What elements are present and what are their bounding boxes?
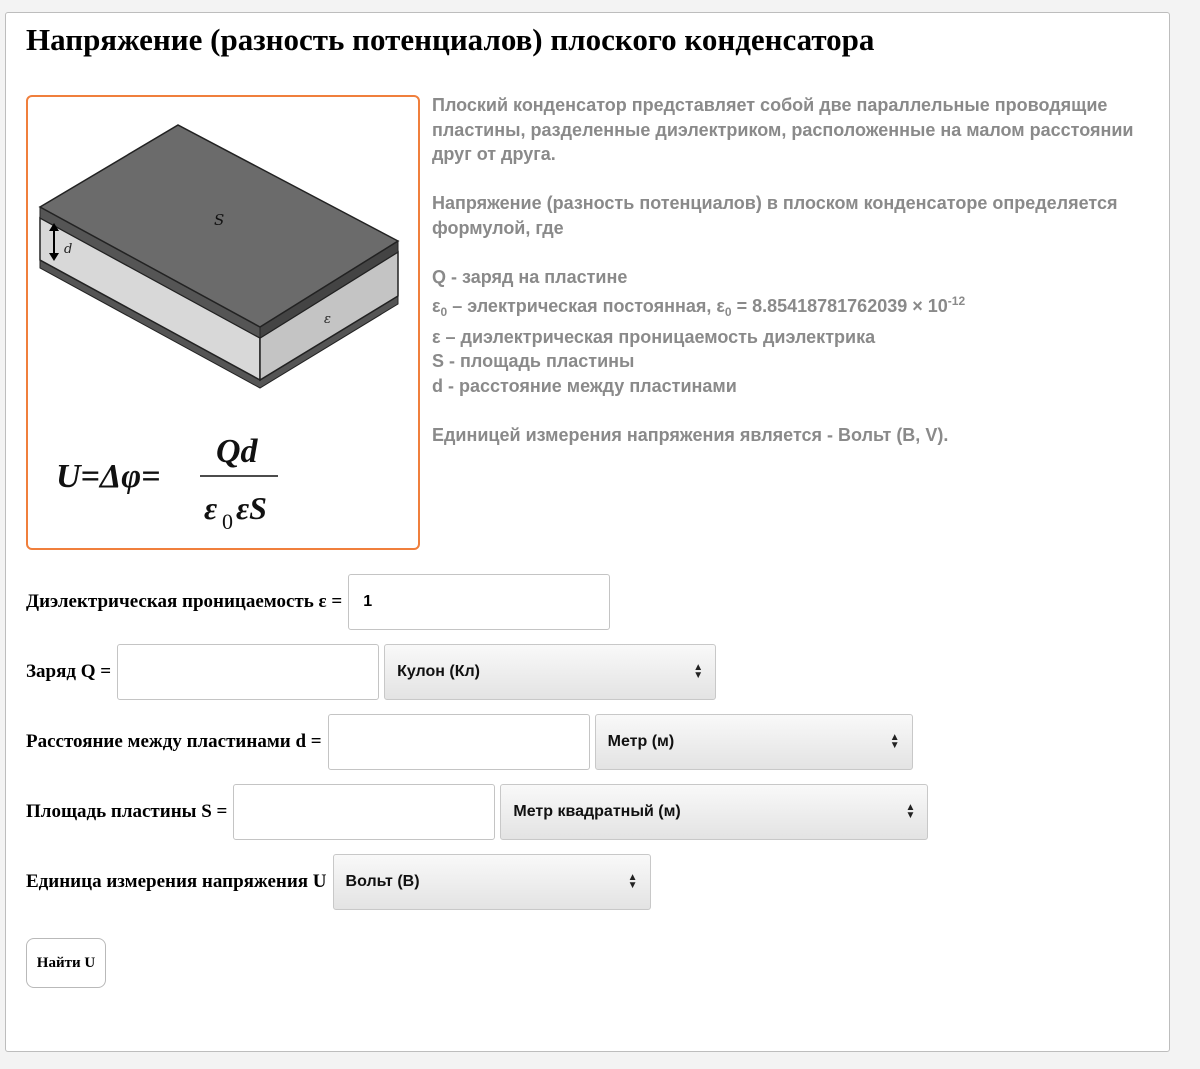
desc-paragraph-1: Плоский конденсатор представляет собой две параллельные проводящие пластины, разделенные диэлектриком, расположенные на малом расстоянии друг от друга. (432, 95, 1134, 164)
charge-unit-value: Кулон (Кл) (397, 663, 480, 680)
charge-unit-select[interactable] (384, 644, 716, 700)
select-arrows-icon: ▲ ▼ (905, 802, 916, 821)
formula-lhs: U=Δφ= (56, 458, 161, 495)
desc-eps0-line: $\varepsilon_0$ – электрическая постоянная, $\varepsilon_0 = 8.85418781762039 \times 10^{-12}$ (432, 294, 966, 319)
formula-den-eps: ε (204, 490, 218, 526)
eps-input[interactable] (348, 574, 610, 630)
voltage-unit-select[interactable] (333, 854, 651, 910)
area-unit-value: Метр квадратный (м) (513, 803, 681, 820)
desc-paragraph-2: Напряжение (разность потенциалов) в плоском конденсаторе определяется формулой, где (432, 193, 1118, 238)
select-arrows-icon: ▲ ▼ (693, 662, 704, 681)
desc-units-line: Единицей измерения напряжения является - Вольт (В, V). (432, 424, 949, 445)
area-unit-select[interactable] (500, 784, 928, 840)
d-label: d (64, 242, 73, 257)
desc-d-line: d - расстояние между пластинами (432, 375, 737, 396)
s-label: S (214, 211, 225, 229)
desc-s-line: S - площадь пластины (432, 351, 635, 371)
charge-label-text: Заряд Q = (26, 661, 112, 682)
select-arrows-icon: ▲ ▼ (889, 732, 900, 751)
voltage-unit-value: Вольт (В) (345, 873, 420, 890)
eps-label: ε (324, 312, 331, 327)
find-u-button[interactable]: Найти U (26, 938, 106, 988)
formula-den-sub: 0 (222, 509, 233, 534)
page-title: Напряжение (разность потенциалов) плоского конденсатора (26, 22, 875, 57)
charge-row (26, 644, 716, 700)
eps-label-text: Диэлектрическая проницаемость ε = (26, 591, 343, 612)
area-input[interactable] (233, 784, 495, 840)
distance-label-text: Расстояние между пластинами d = (26, 731, 322, 752)
description (432, 93, 1152, 447)
capacitor-figure (26, 95, 420, 550)
desc-eps-line: ε – диэлектрическая проницаемость диэлектрика (432, 326, 876, 347)
area-label-text: Площадь пластины S = (26, 801, 228, 822)
capacitor-diagram (28, 97, 418, 548)
formula-numerator: Qd (216, 433, 258, 470)
select-arrows-icon: ▲ ▼ (627, 872, 638, 891)
formula-den-rest: εS (236, 490, 267, 526)
distance-unit-select[interactable] (595, 714, 913, 770)
distance-input[interactable] (328, 714, 590, 770)
charge-input[interactable] (117, 644, 379, 700)
distance-row (26, 714, 913, 770)
voltage-label-text: Единица измерения напряжения U (26, 871, 327, 892)
distance-unit-value: Метр (м) (607, 733, 675, 750)
desc-q-line: Q - заряд на пластине (432, 266, 628, 287)
area-row (26, 784, 928, 840)
voltage-row (26, 854, 651, 910)
eps-row (26, 574, 615, 630)
